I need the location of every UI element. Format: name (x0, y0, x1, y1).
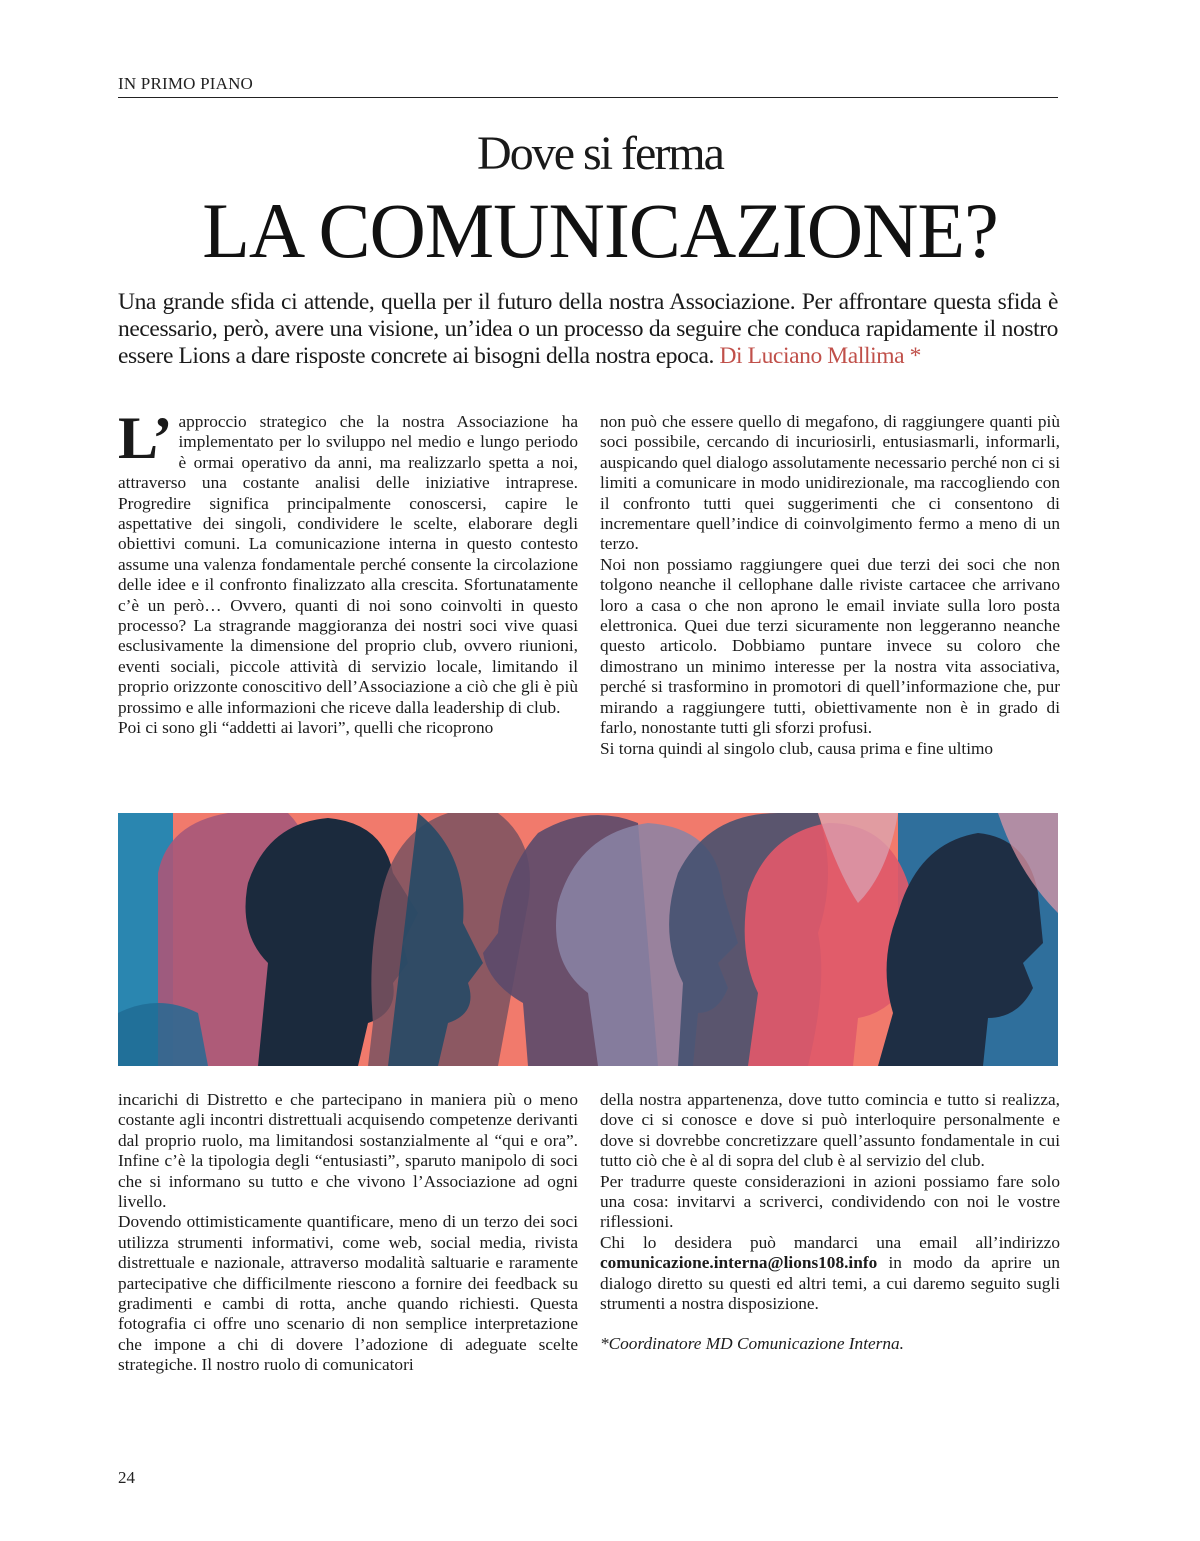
paragraph: Poi ci sono gli “addetti ai lavori”, quelli che ricoprono (118, 718, 494, 738)
article-headline: LA COMUNICAZIONE? (202, 187, 998, 274)
paragraph-text: in modo da aprire un dialogo diretto su questi ed altri temi, a cui daremo seguito sugli strumenti a nostra disposizione. (600, 1253, 1060, 1314)
paragraph: Per tradurre queste considerazioni in azioni possiamo fare solo una cosa: invitarvi a scriverci, condividendo con noi le vostre riflessioni. (600, 1171, 1060, 1232)
column-bottom-right (600, 1090, 1060, 1355)
dropcap: L’ (118, 405, 173, 471)
paragraph: non può che essere quello di megafono, di raggiungere quanti più soci possibile, cercando di incuriosirli, entusiasmarli, informarli, auspicando quel dialogo assolutamente necessario perché non ci si limiti a comunicare in modo unidirezionale, ma raccogliendo con il confronto tutti quei suggerimenti che ci consentono di incrementare quell’indice di coinvolgimento fermo a meno di un terzo. (600, 412, 1060, 554)
email-address: comunicazione.interna@lions108.info (600, 1253, 878, 1273)
footnote: *Coordinatore MD Comunicazione Interna. (600, 1334, 904, 1354)
paragraph (118, 405, 578, 718)
profiles-silhouettes-illustration (118, 813, 1058, 1066)
article-deck (118, 289, 1058, 370)
paragraph: Noi non possiamo raggiungere quei due terzi dei soci che non tolgono neanche il cellophane dalle riviste cartacee che arrivano loro a casa o che non aprono le email inviate sulla loro posta elettronica. Quei due terzi sicuramente non leggeranno neanche questo articolo. Dobbiamo puntare invece su coloro che dimostrano un minimo interesse per la nostra vita associativa, perché si trasformino in promotori di quell’informazione che, pur mirando a raggiungere tutti, obiettivamente non è in grado di farlo, nonostante tutti gli sforzi profusi. (600, 554, 1060, 738)
column-bottom-left (118, 1090, 578, 1376)
deck-text: Una grande sfida ci attende, quella per il futuro della nostra Associazione. Per affrontare questa sfida è necessario, però, avere una visione, un’idea o un processo da seguire che conduca rapidamente il nostro essere Lions a dare risposte concrete ai bisogni della nostra epoca. (118, 289, 1058, 369)
column-top-left (118, 405, 578, 739)
article-kicker: Dove si ferma (477, 127, 723, 180)
paragraph: incarichi di Distretto e che partecipano in maniera più o meno costante agli incontri distrettuali acquisendo competenze derivanti dal proprio ruolo, ma limitandosi sostanzialmente al “qui e ora”. Infine c’è la tipologia degli “entusiasti”, sparuto manipolo di soci che si informano su tutto e che vivono l’Associazione ad ogni livello. (118, 1090, 578, 1212)
paragraph-text: approccio strategico che la nostra Associazione ha implementato per lo sviluppo nel medio e lungo periodo è ormai operativo da anni, ma realizzarlo spetta a noi, attraverso una costante analisi delle iniziative intraprese. Progredire significa principalmente conoscersi, capire le aspettative dei singoli, condividere le scelte, elaborare degli obiettivi comuni. La comunicazione interna in questo contesto assume una valenza fondamentale perché consente la circolazione delle idee e il confronto finalizzato alla crescita. Sfortunatamente c’è un però… Ovvero, quanti di noi sono coinvolti in questo processo? La stragrande maggioranza dei nostri soci vive quasi esclusivamente la dimensione del proprio club, ovvero riunioni, eventi sociali, piccole attività di servizio locale, limitando il proprio orizzonte conoscitivo dell’Associazione a ciò che gli è più prossimo e alle informazioni che riceve dalla leadership di club. (118, 412, 578, 717)
column-top-right (600, 412, 1060, 759)
page-number: 24 (118, 1468, 135, 1487)
paragraph: Dovendo ottimisticamente quantificare, meno di un terzo dei soci utilizza strumenti informativi, come web, social media, rivista distrettuale e nazionale, attraverso modalità saltuarie e raramente partecipative che difficilmente riescono a fornire dei feedback su gradimenti e cambi di rotta, anche quando richiesti. Questa fotografia ci offre uno scenario di non semplice interpretazione che impone a chi di dovere l’adozione di adeguate scelte strategiche. Il nostro ruolo di comunicatori (118, 1212, 578, 1375)
paragraph: della nostra appartenenza, dove tutto comincia e tutto si realizza, dove ci si conosce e dove si può interloquire personalmente e dove si dovrebbe concretizzare quell’assunto fondamentale in cui tutto ciò che è al di sopra del club è al servizio del club. (600, 1090, 1060, 1171)
paragraph: Si torna quindi al singolo club, causa prima e fine ultimo (600, 738, 994, 758)
header-rule (118, 97, 1058, 98)
paragraph (600, 1233, 1060, 1315)
paragraph-text: Chi lo desidera può mandarci una email all’indirizzo (600, 1232, 1060, 1252)
section-label: IN PRIMO PIANO (118, 74, 254, 93)
byline: Di Luciano Mallima * (719, 343, 921, 369)
